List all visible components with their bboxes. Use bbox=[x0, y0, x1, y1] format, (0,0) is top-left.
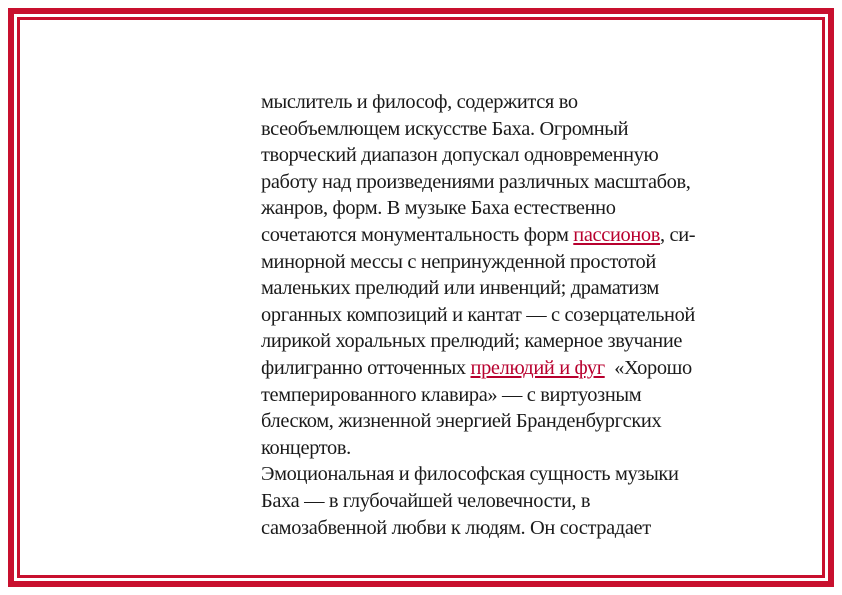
body-text bbox=[261, 89, 761, 541]
passions-link[interactable]: пассионов bbox=[573, 223, 661, 246]
text-line: лирикой хоральных прелюдий; камерное звучание bbox=[261, 330, 683, 353]
text-line bbox=[261, 222, 761, 249]
text-line: органных композиций и кантат — с созерцательной bbox=[261, 303, 695, 326]
text-line: жанров, форм. В музыке Баха естественно bbox=[261, 197, 616, 220]
text-segment: , си- bbox=[660, 223, 696, 246]
text-line: Баха — в глубочайшей человечности, в bbox=[261, 489, 591, 512]
text-line: темперированного клавира» — с виртуозным bbox=[261, 383, 642, 406]
preludes-and-fugues-link[interactable]: прелюдий и фуг bbox=[470, 356, 605, 379]
text-line: творческий диапазон допускал одновременную bbox=[261, 144, 659, 167]
text-segment: сочетаются монументальность форм bbox=[261, 223, 574, 246]
text-line: всеобъемлющем искусстве Баха. Огромный bbox=[261, 117, 629, 140]
text-line: маленьких прелюдий или инвенций; драматизм bbox=[261, 277, 659, 300]
text-line: Эмоциональная и философская сущность музыки bbox=[261, 463, 679, 486]
text-line: самозабвенной любви к людям. Он сострадает bbox=[261, 516, 651, 539]
text-line: минорной мессы с непринужденной простотой bbox=[261, 250, 656, 273]
text-line: работу над произведениями различных масштабов, bbox=[261, 170, 691, 193]
text-segment: «Хорошо bbox=[604, 356, 692, 379]
text-segment: филигранно отточенных bbox=[261, 356, 471, 379]
text-line bbox=[261, 355, 761, 382]
text-line: блеском, жизненной энергией Бранденбургских bbox=[261, 410, 662, 433]
text-line: концертов. bbox=[261, 436, 351, 459]
text-line: мыслитель и философ, содержится во bbox=[261, 91, 578, 113]
